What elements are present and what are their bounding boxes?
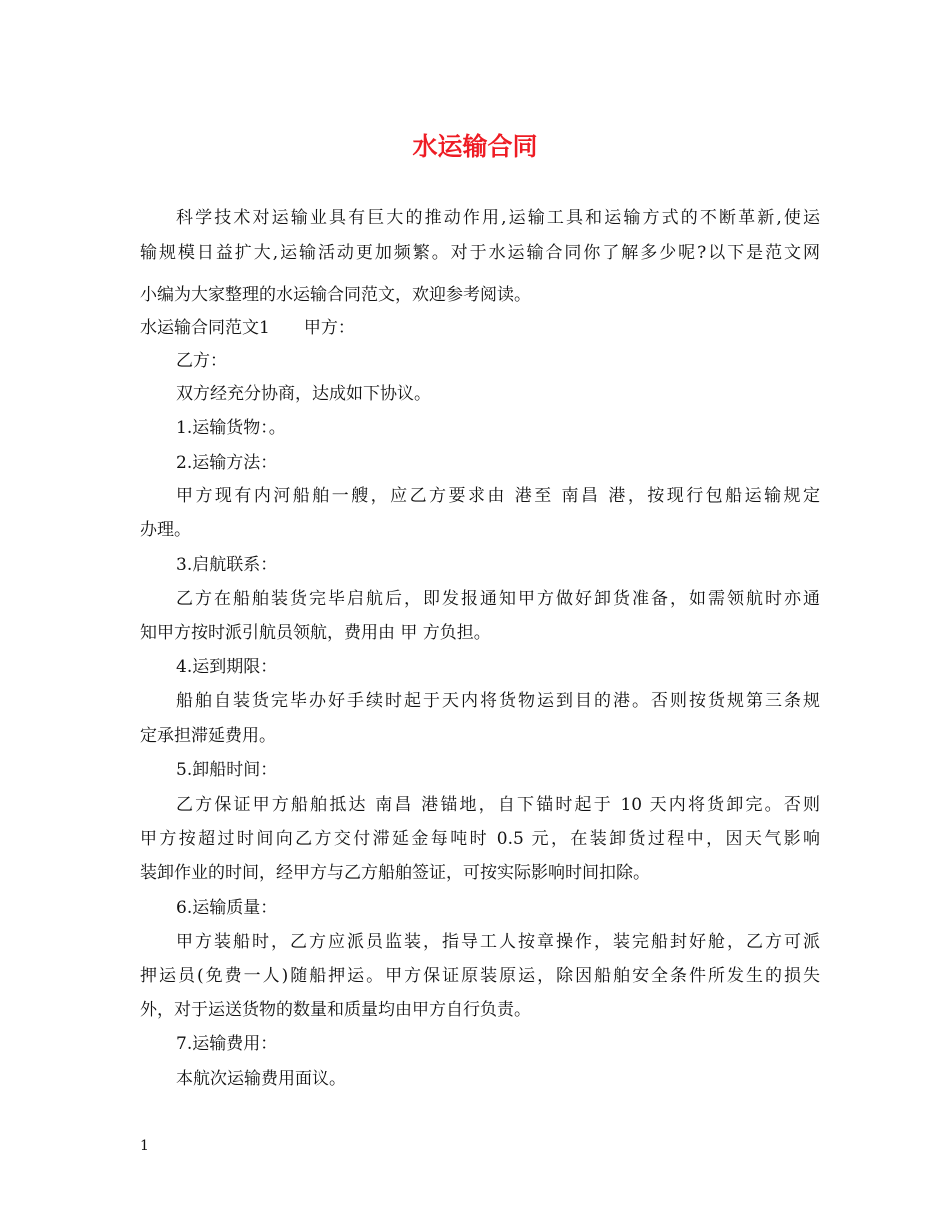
document-title: 水运输合同 [412,132,538,161]
clause-line: 乙方保证甲方船舶抵达 南昌 港锚地，自下锚时起于 10 天内将货卸完。否则 [176,795,820,815]
agreement-line: 双方经充分协商，达成如下协议。 [176,384,431,404]
section-heading: 1.运输货物：。 [176,418,286,438]
section-heading: 5.卸船时间： [176,760,278,780]
clause-line: 乙方在船舶装货完毕启航后，即发报通知甲方做好卸货准备，如需领航时亦通 [176,589,820,609]
clause-line: 甲方装船时，乙方应派员监装，指导工人按章操作，装完船封好舱，乙方可派 [176,932,820,952]
intro-line-2: 输规模日益扩大,运输活动更加频繁。对于水运输合同你了解多少呢?以下是范文网 [140,243,820,263]
section-heading: 4.运到期限： [176,657,278,677]
clause-line: 装卸作业的时间，经甲方与乙方船舶签证，可按实际影响时间扣除。 [140,863,650,883]
section-heading: 2.运输方法： [176,453,278,473]
clause-line: 甲方现有内河船舶一艘，应乙方要求由 港至 南昌 港，按现行包船运输规定 [176,486,820,506]
clause-line: 外，对于运送货物的数量和质量均由甲方自行负责。 [140,1000,531,1020]
intro-line-1: 科学技术对运输业具有巨大的推动作用,运输工具和运输方式的不断革新,使运 [176,208,820,228]
section-heading: 7.运输费用： [176,1034,278,1054]
section-heading: 6.运输质量： [176,898,278,918]
clause-line: 船舶自装货完毕办好手续时起于天内将货物运到目的港。否则按货规第三条规 [176,691,820,711]
page-number: 1 [140,1138,149,1154]
clause-line: 押运员(免费一人)随船押运。甲方保证原装原运，除因船舶安全条件所发生的损失 [140,966,820,986]
section-heading: 3.启航联系： [176,555,278,575]
clause-line: 知甲方按时派引航员领航，费用由 甲 方负担。 [140,623,491,643]
clause-line: 甲方按超过时间向乙方交付滞延金每吨时 0.5 元，在装卸货过程中，因天气影响 [140,829,820,849]
clause-line: 定承担滞延费用。 [140,726,276,746]
intro-line-3: 小编为大家整理的水运输合同范文，欢迎参考阅读。 [140,285,531,305]
party-b-line: 乙方： [176,351,227,371]
sample-heading: 水运输合同范文1 甲方： [140,318,355,338]
clause-line: 办理。 [140,520,191,540]
clause-line: 本航次运输费用面议。 [176,1069,346,1089]
